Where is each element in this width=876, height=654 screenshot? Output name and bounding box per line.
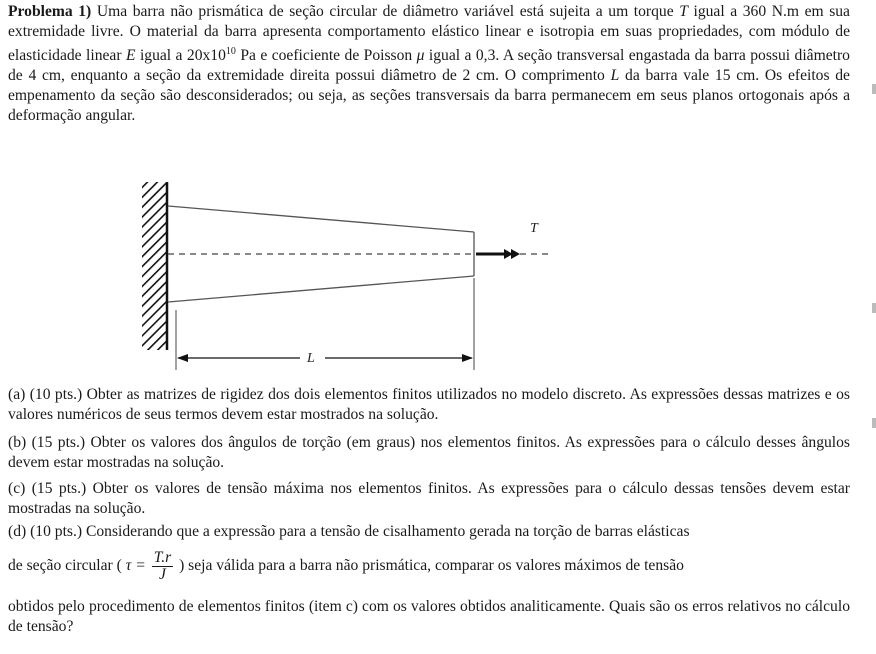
statement-text-4: igual a 0,3. A seção transversal engastada da barra possui diâmetro de 4 cm, enquanto a seção da extremidade direita possui diâmetro de 2 cm. O comprimento bbox=[8, 47, 850, 85]
torque-label: T bbox=[530, 221, 538, 236]
item-d-line1: (d) (10 pts.) Considerando que a expressão para a tensão de cisalhamento gerada na torção de barras elásticas bbox=[8, 523, 690, 540]
bar-top-edge bbox=[168, 206, 474, 232]
formula-tau: τ = bbox=[125, 557, 146, 574]
formula-trail-text: ) seja válida para a barra não prismática, comparar os valores máximos de tensão bbox=[179, 557, 684, 574]
fixed-support-hatch bbox=[142, 182, 166, 350]
statement-text-3: Pa e coeficiente de Poisson bbox=[240, 47, 413, 65]
stress-formula-fraction bbox=[152, 550, 173, 583]
statement-text-1: Uma barra não prismática de seção circular de diâmetro variável está sujeita a um torque bbox=[96, 3, 674, 20]
modulus-exponent: 10 bbox=[225, 46, 236, 57]
statement-text-5: da barra vale 15 cm. Os efeitos de empenamento da seção são desconsiderados; ou seja, as seções transversais da barra permanecem em seus planos ortogonais após a deformação angular. bbox=[8, 67, 850, 125]
torque-symbol: T bbox=[679, 3, 688, 20]
scan-edge-mark bbox=[872, 418, 876, 428]
bar-bottom-edge bbox=[168, 276, 474, 302]
length-symbol: L bbox=[610, 67, 620, 85]
dim-arrow-right bbox=[462, 354, 473, 362]
modulus-symbol: E bbox=[125, 47, 136, 65]
modulus-value: igual a 20x10 bbox=[139, 47, 226, 65]
item-b: (b) (15 pts.) Obter os valores dos ângulos de torção (em graus) nos elementos finitos. As expressões para o cálculo desses ângulos devem estar mostradas na solução. bbox=[8, 434, 850, 471]
length-label: L bbox=[307, 351, 315, 366]
problem-statement bbox=[8, 2, 850, 126]
torque-arrow-head-2 bbox=[511, 249, 520, 259]
poisson-symbol: μ bbox=[416, 47, 425, 65]
item-d-rest: obtidos pelo procedimento de elementos finitos (item c) com os valores obtidos analiticamente. Quais são os erros relativos no cálculo de tensão? bbox=[8, 598, 850, 635]
statement-text-2: igual a 360 N.m em sua extremidade livre. O material da barra apresenta comportamento elástico linear e isotropia em suas propriedades, com módulo de elasticidade linear bbox=[8, 3, 850, 65]
bar-figure bbox=[0, 170, 600, 385]
item-d-formula-line bbox=[8, 546, 850, 586]
formula-denominator: J bbox=[158, 565, 166, 583]
scan-edge-mark bbox=[872, 303, 876, 313]
formula-lead-text: de seção circular ( bbox=[8, 557, 122, 574]
item-a: (a) (10 pts.) Obter as matrizes de rigidez dos dois elementos finitos utilizados no modelo discreto. As expressões dessas matrizes e os valores numéricos de seus termos devem estar mostrados na solução. bbox=[8, 386, 850, 423]
formula-numerator: T.r bbox=[153, 548, 172, 566]
dim-arrow-left bbox=[177, 354, 188, 362]
problem-heading: Problema 1) bbox=[8, 3, 92, 20]
scan-edge-mark bbox=[872, 84, 876, 94]
item-c: (c) (15 pts.) Obter os valores de tensão máxima nos elementos finitos. As expressões para o cálculo dessas tensões devem estar mostradas na solução. bbox=[8, 480, 850, 517]
